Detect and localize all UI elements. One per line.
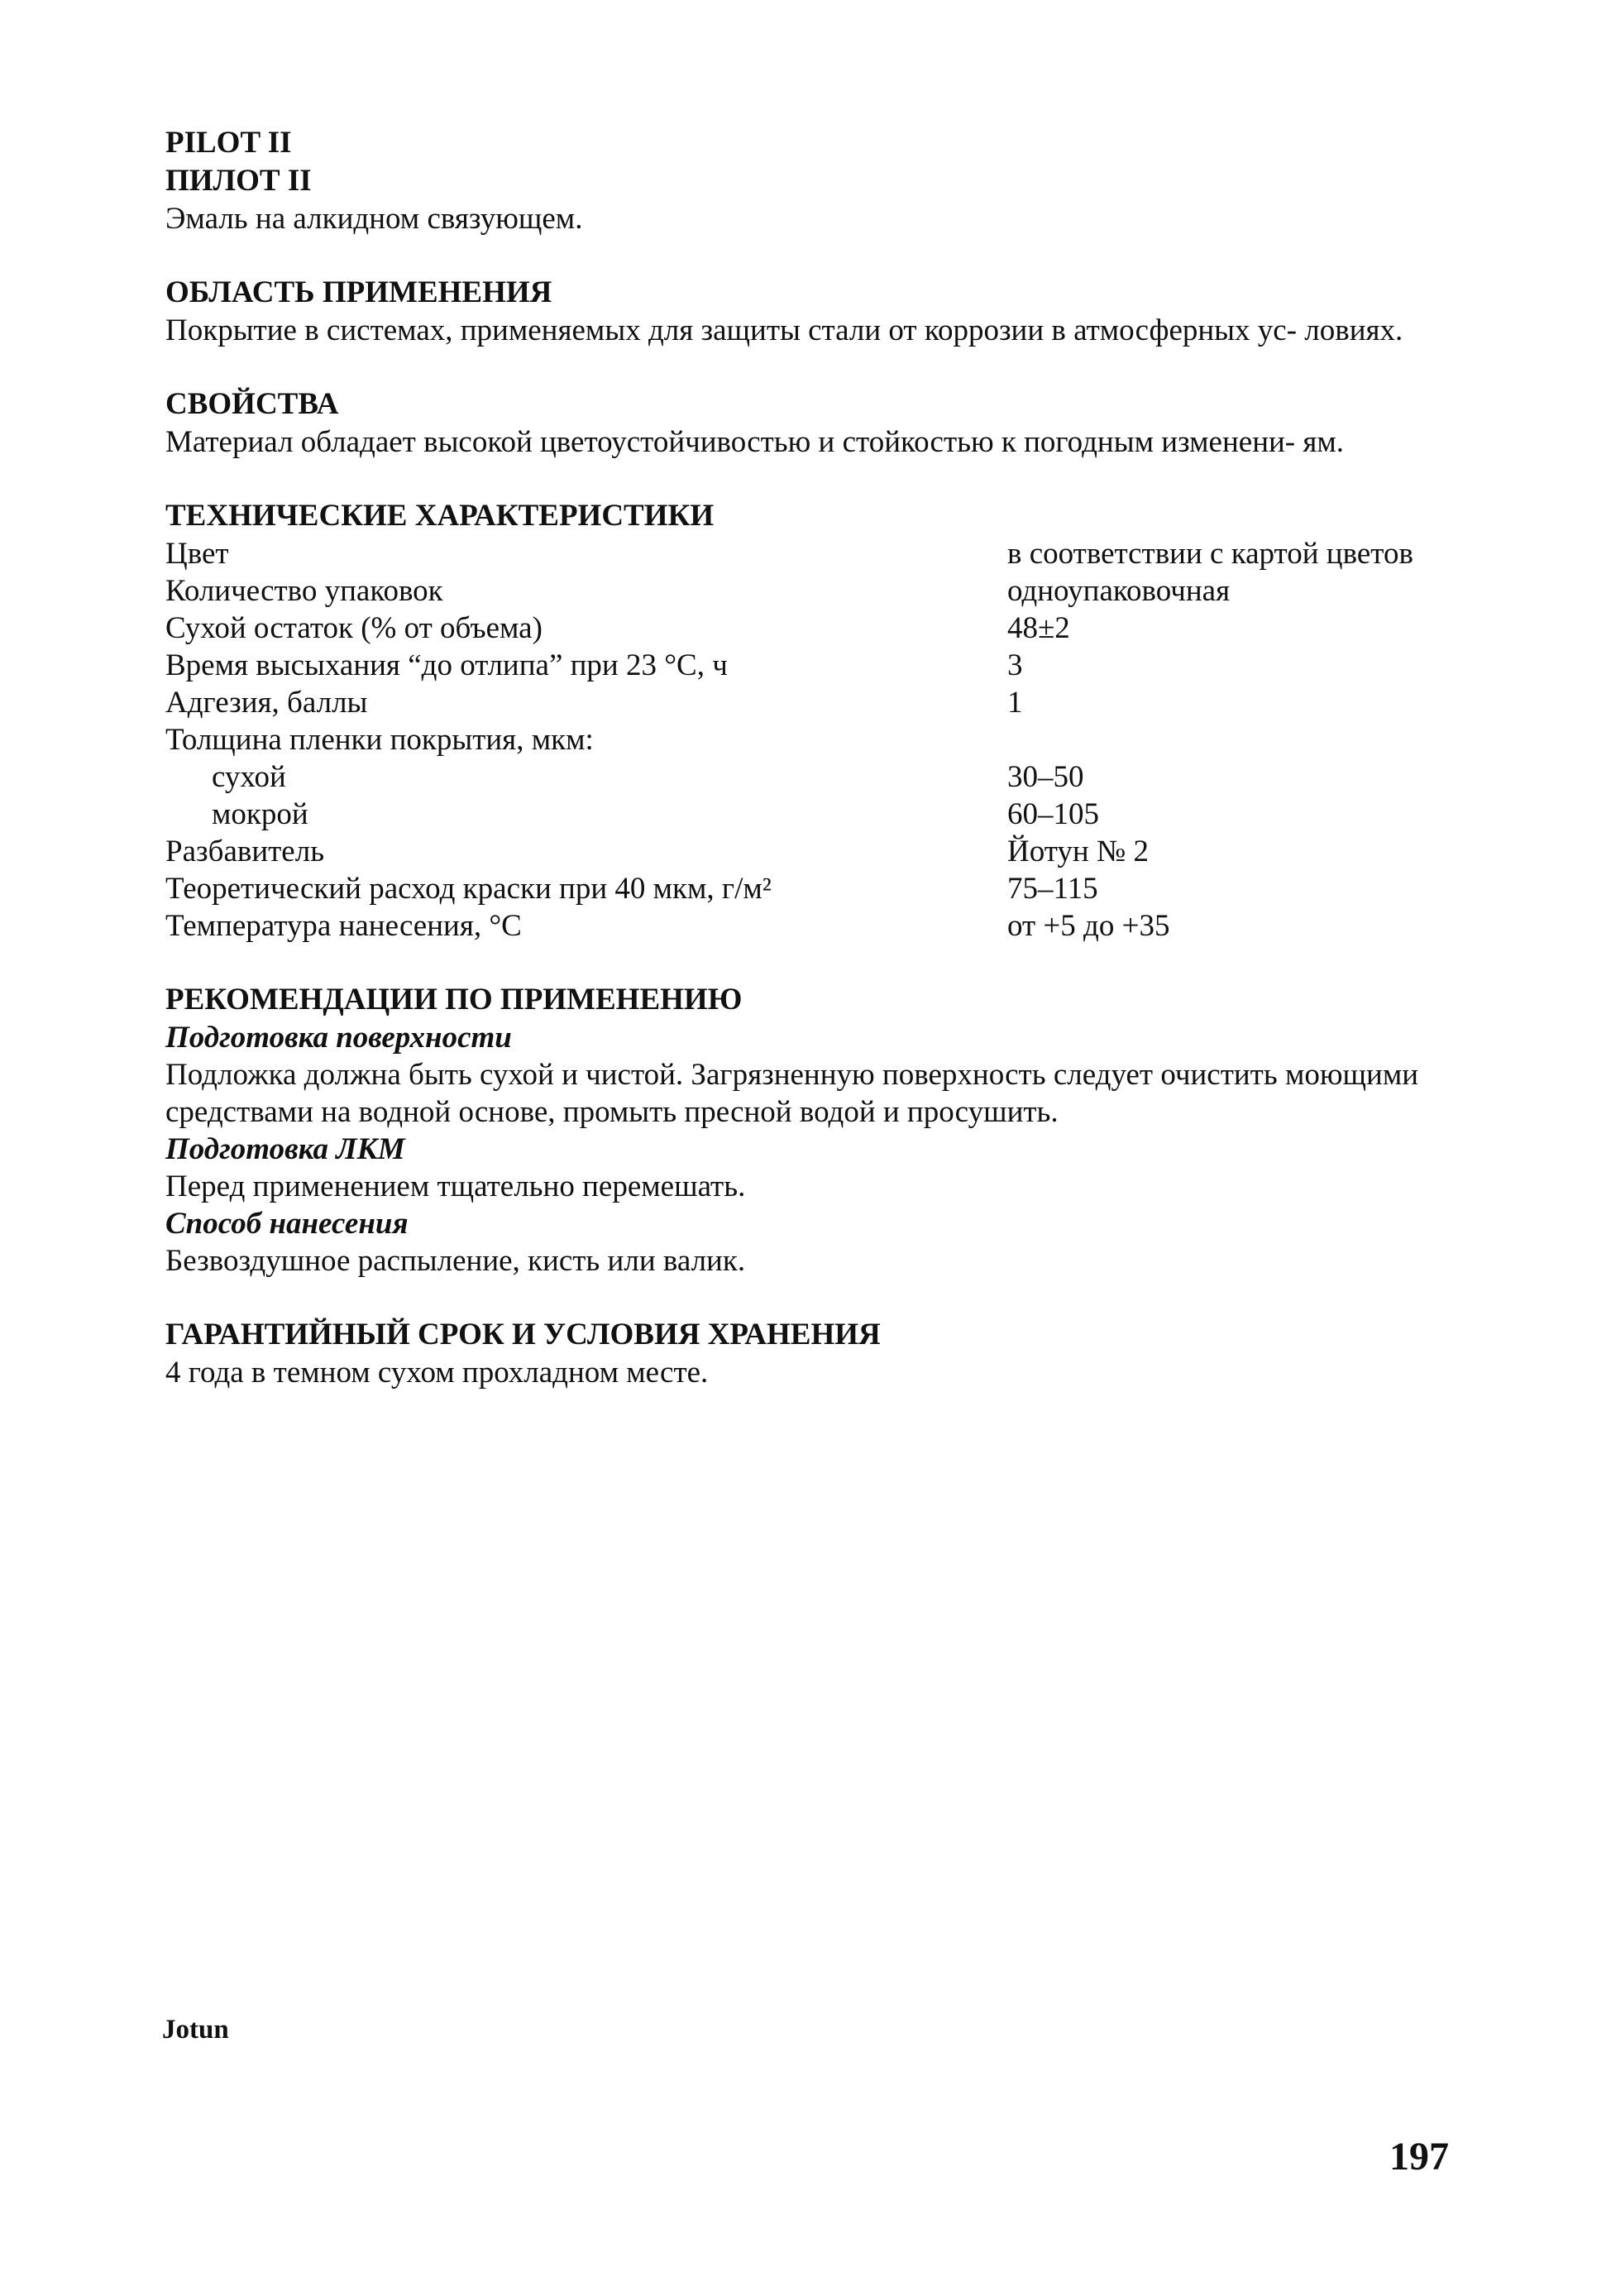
properties-text: Материал обладает высокой цветоустойчивостью и стойкостью к погодным изменени- ям. bbox=[165, 425, 1345, 459]
specs-heading: ТЕХНИЧЕСКИЕ ХАРАКТЕРИСТИКИ bbox=[165, 499, 715, 533]
spec-row bbox=[165, 870, 1456, 907]
paint-prep-text: Перед применением тщательно перемешать. bbox=[165, 1170, 746, 1203]
page-number: 197 bbox=[1389, 2135, 1449, 2179]
product-name-en: PILOT II bbox=[165, 126, 292, 160]
spec-value bbox=[1007, 721, 1456, 758]
spec-row bbox=[165, 535, 1456, 572]
spec-row bbox=[165, 684, 1456, 721]
footer-brand: Jotun bbox=[162, 2015, 229, 2045]
spec-label: Время высыхания “до отлипа” при 23 °С, ч bbox=[165, 648, 728, 682]
storage-heading: ГАРАНТИЙНЫЙ СРОК И УСЛОВИЯ ХРАНЕНИЯ bbox=[165, 1318, 881, 1351]
spec-label: мокрой bbox=[212, 797, 308, 831]
spec-row bbox=[165, 610, 1456, 647]
spec-label: Разбавитель bbox=[165, 835, 325, 868]
application-area-heading: ОБЛАСТЬ ПРИМЕНЕНИЯ bbox=[165, 275, 552, 309]
spec-value: от +5 до +35 bbox=[1007, 909, 1170, 943]
document-page bbox=[165, 124, 1456, 1391]
product-description: Эмаль на алкидном связующем. bbox=[165, 202, 583, 236]
spec-value: 75–115 bbox=[1007, 872, 1098, 906]
specs-table bbox=[165, 535, 1456, 945]
method-text: Безвоздушное распыление, кисть или валик. bbox=[165, 1244, 746, 1278]
paint-prep-heading: Подготовка ЛКМ bbox=[165, 1132, 405, 1166]
spec-value: 1 bbox=[1007, 686, 1023, 720]
spec-label: Теоретический расход краски при 40 мкм, г/м² bbox=[165, 872, 772, 906]
spec-row bbox=[165, 796, 1456, 833]
spec-value: 30–50 bbox=[1007, 760, 1084, 794]
spec-value: одноупаковочная bbox=[1007, 574, 1231, 608]
spec-label: Цвет bbox=[165, 537, 229, 571]
application-area-text: Покрытие в системах, применяемых для защиты стали от коррозии в атмосферных ус- ловиях. bbox=[165, 313, 1403, 347]
spec-value: 3 bbox=[1007, 648, 1023, 682]
spec-label: Толщина пленки покрытия, мкм: bbox=[165, 723, 594, 757]
spec-value: Йотун № 2 bbox=[1007, 835, 1150, 868]
spec-row bbox=[165, 647, 1456, 684]
spec-value: в соответствии с картой цветов bbox=[1007, 537, 1413, 571]
surface-prep-text: Подложка должна быть сухой и чистой. Загрязненную поверхность следует очистить моющими средствами на водной основе, промыть пресной водой и просушить. bbox=[165, 1058, 1419, 1129]
spec-label: сухой bbox=[212, 760, 286, 794]
spec-value: 48±2 bbox=[1007, 611, 1070, 645]
properties-heading: СВОЙСТВА bbox=[165, 387, 339, 421]
spec-row bbox=[165, 572, 1456, 610]
recommendations-heading: РЕКОМЕНДАЦИИ ПО ПРИМЕНЕНИЮ bbox=[165, 983, 743, 1016]
spec-value: 60–105 bbox=[1007, 797, 1099, 831]
spec-label: Адгезия, баллы bbox=[165, 686, 368, 720]
spec-label: Сухой остаток (% от объема) bbox=[165, 611, 543, 645]
spec-row bbox=[165, 907, 1456, 945]
surface-prep-heading: Подготовка поверхности bbox=[165, 1021, 512, 1055]
storage-text: 4 года в темном сухом прохладном месте. bbox=[165, 1356, 709, 1390]
spec-label: Количество упаковок bbox=[165, 574, 443, 608]
method-heading: Способ нанесения bbox=[165, 1207, 409, 1241]
spec-row bbox=[165, 758, 1456, 796]
spec-label: Температура нанесения, °С bbox=[165, 909, 522, 943]
spec-row bbox=[165, 833, 1456, 870]
spec-row bbox=[165, 721, 1456, 758]
product-name-ru: ПИЛОТ II bbox=[165, 164, 312, 198]
